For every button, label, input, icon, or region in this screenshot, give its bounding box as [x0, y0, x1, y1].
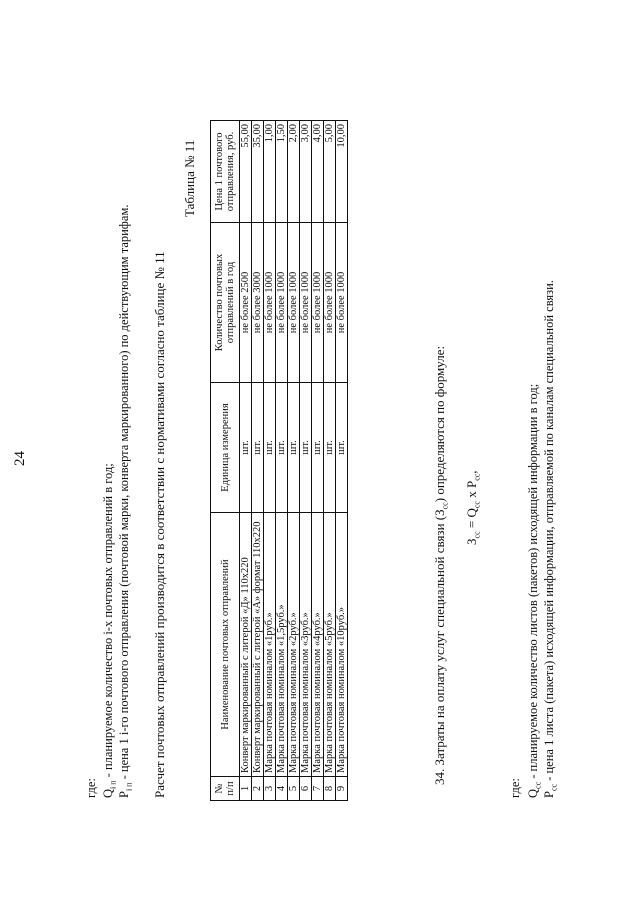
definition-p-line	[117, 205, 134, 798]
section-34-heading	[432, 346, 450, 785]
page-number: 24	[12, 451, 28, 466]
cell-name: Марка почтовая номиналом «3руб.»	[300, 513, 312, 777]
pcc-subscript: сс	[549, 783, 559, 792]
cell-price: 4,00	[312, 121, 324, 223]
cell-name: Марка почтовая номиналом «2руб.»	[288, 513, 300, 777]
header-unit: Единица измерения	[211, 383, 240, 513]
table-row	[240, 121, 252, 801]
cost-formula	[464, 470, 482, 545]
cell-qty: не более 1000	[312, 223, 324, 383]
table-row	[288, 121, 300, 801]
table-row	[276, 121, 288, 801]
table-row	[336, 121, 348, 801]
qcc-subscript: сс	[533, 781, 543, 789]
q-symbol: Q	[101, 788, 115, 798]
cell-price: 10,00	[336, 121, 348, 223]
table-caption: Таблица № 11	[182, 139, 197, 217]
p-subscript: i п	[124, 782, 134, 792]
cell-unit: шт.	[240, 383, 252, 513]
cell-unit: шт.	[276, 383, 288, 513]
cell-price: 2,00	[288, 121, 300, 223]
cell-name: Марка почтовая номиналом «1руб.»	[264, 513, 276, 777]
formula-mid-sub: сс	[472, 501, 482, 509]
table-row	[300, 121, 312, 801]
table-row	[324, 121, 336, 801]
section-34-text-after: ) определяются по формуле:	[432, 345, 447, 503]
cell-num: 2	[252, 777, 264, 801]
table-row	[252, 121, 264, 801]
formula-op: x P	[464, 480, 479, 502]
cell-num: 8	[324, 777, 336, 801]
cell-num: 1	[240, 777, 252, 801]
where-label: где:	[84, 778, 98, 798]
section-34-text-before: 34. Затраты на оплату услуг специальной связи (З	[432, 509, 447, 785]
cell-price: 1,00	[264, 121, 276, 223]
q-definition: - планируемое количество i-х почтовых отправлений в год;	[101, 463, 115, 781]
cell-unit: шт.	[288, 383, 300, 513]
formula-rhs-sub: сс	[472, 473, 482, 481]
cell-price: 5,00	[324, 121, 336, 223]
qcc-symbol: Q	[526, 788, 540, 798]
definition-q-line	[101, 463, 118, 798]
cell-qty: не более 2500	[240, 223, 252, 383]
qcc-definition: - планируемое количество листов (пакетов) исходящей информации в год;	[526, 383, 540, 782]
cell-qty: не более 1000	[264, 223, 276, 383]
cell-num: 5	[288, 777, 300, 801]
header-qty: Количество почтовых отправлений в год	[211, 223, 240, 383]
cell-num: 7	[312, 777, 324, 801]
cell-price: 35,00	[252, 121, 264, 223]
table-row	[312, 121, 324, 801]
cell-unit: шт.	[312, 383, 324, 513]
pcc-definition: - цена 1 листа (пакета) исходящей информации, отправляемой по каналам специальной связи.	[542, 280, 556, 784]
pcc-symbol: P	[542, 791, 556, 798]
cell-unit: шт.	[336, 383, 348, 513]
cell-qty: не более 1000	[324, 223, 336, 383]
formula-mid: = Q	[464, 508, 479, 532]
table-body	[240, 121, 348, 801]
p-symbol: P	[117, 791, 131, 798]
cell-unit: шт.	[300, 383, 312, 513]
section-34-q-line	[526, 384, 543, 798]
cell-price: 1,50	[276, 121, 288, 223]
cell-qty: не более 3000	[252, 223, 264, 383]
cell-price: 3,00	[300, 121, 312, 223]
cell-unit: шт.	[264, 383, 276, 513]
cell-unit: шт.	[252, 383, 264, 513]
section-34-where-label: где:	[508, 778, 522, 798]
cell-name: Марка почтовая номиналом «10руб.»	[336, 513, 348, 777]
formula-lhs: З	[464, 538, 479, 545]
header-num: № п/п	[211, 777, 240, 801]
cell-num: 4	[276, 777, 288, 801]
cell-qty: не более 1000	[276, 223, 288, 383]
table-header-row	[211, 121, 240, 801]
cell-name: Конверт маркированный с литерой «Д» 110х220	[240, 513, 252, 777]
cell-name: Марка почтовая номиналом «1,5руб.»	[276, 513, 288, 777]
q-subscript: i п	[108, 780, 118, 789]
cell-qty: не более 1000	[300, 223, 312, 383]
cell-qty: не более 1000	[336, 223, 348, 383]
cell-price: 55,00	[240, 121, 252, 223]
formula-end: ,	[464, 470, 479, 474]
header-name: Наименование почтовых отправлений	[211, 513, 240, 777]
cell-qty: не более 1000	[288, 223, 300, 383]
section-34-p-line	[542, 280, 559, 798]
cell-num: 9	[336, 777, 348, 801]
cell-name: Конверт маркированный с литерой «А» формат 110х220	[252, 513, 264, 777]
calculation-paragraph: Расчет почтовых отправлений производится в соответствии с нормативами согласно таблице № 11	[152, 251, 167, 798]
cell-unit: шт.	[324, 383, 336, 513]
postal-items-table	[210, 120, 348, 801]
cell-name: Марка почтовая номиналом «5руб.»	[324, 513, 336, 777]
cell-num: 3	[264, 777, 276, 801]
cell-name: Марка почтовая номиналом «4руб.»	[312, 513, 324, 777]
header-price: Цена 1 почтового отправления, руб.	[211, 121, 240, 223]
table-row	[264, 121, 276, 801]
section-34-cost-sub: сс	[440, 502, 450, 510]
p-definition: - цена 1 i-го почтового отправления (почтовой марки, конверта маркированного) по действующим тарифам.	[117, 204, 131, 783]
cell-num: 6	[300, 777, 312, 801]
formula-lhs-sub: сс	[472, 531, 482, 539]
